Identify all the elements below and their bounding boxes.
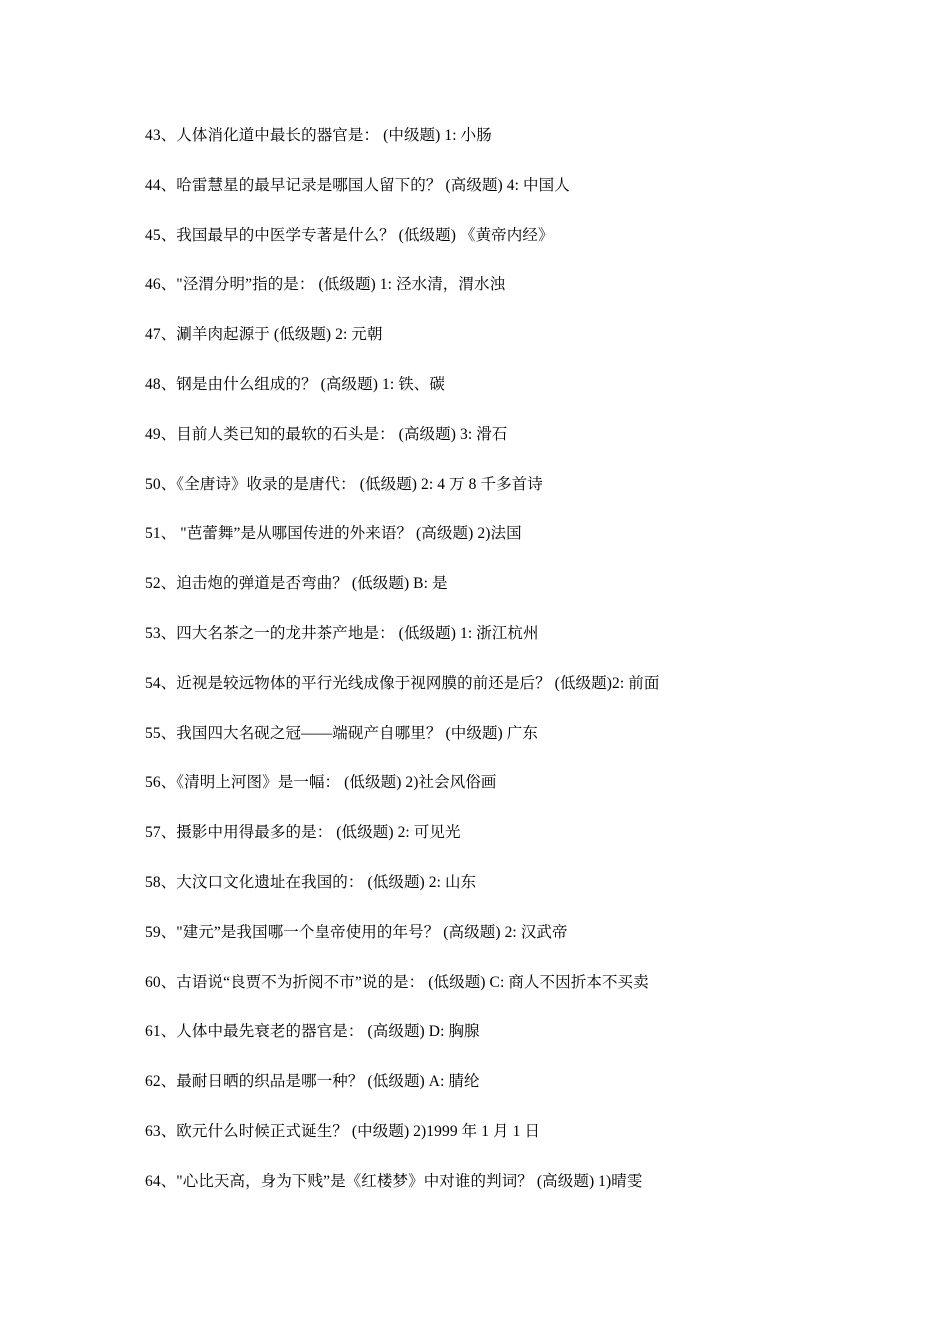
question-59: 59、"建元”是我国哪一个皇帝使用的年号？ (高级题) 2: 汉武帝 — [145, 923, 568, 941]
question-50: 50、《全唐诗》收录的是唐代： (低级题) 2: 4 万 8 千多首诗 — [145, 475, 543, 493]
question-45: 45、我国最早的中医学专著是什么？ (低级题) 《黄帝内经》 — [145, 226, 554, 244]
question-49: 49、目前人类已知的最软的石头是： (高级题) 3: 滑石 — [145, 425, 508, 443]
question-52: 52、迫击炮的弹道是否弯曲？ (低级题) B: 是 — [145, 575, 448, 593]
question-51: 51、 "芭蕾舞”是从哪国传进的外来语？ (高级题) 2)法国 — [145, 525, 522, 543]
question-43: 43、人体消化道中最长的器官是： (中级题) 1: 小肠 — [145, 127, 492, 144]
question-54: 54、近视是较远物体的平行光线成像于视网膜的前还是后？ (低级题)2: 前面 — [145, 674, 660, 692]
question-58: 58、大汶口文化遗址在我国的： (低级题) 2: 山东 — [145, 873, 477, 891]
question-57: 57、摄影中用得最多的是： (低级题) 2: 可见光 — [145, 824, 461, 842]
quiz-question-list — [145, 124, 659, 1220]
question-53: 53、四大名茶之一的龙井茶产地是： (低级题) 1: 浙江杭州 — [145, 624, 539, 642]
question-44: 44、哈雷慧星的最早记录是哪国人留下的？ (高级题) 4: 中国人 — [145, 176, 570, 194]
question-64: 64、"心比天高，身为下贱”是《红楼梦》中对谁的判词？ (高级题) 1)晴雯 — [145, 1172, 643, 1190]
question-55: 55、我国四大名砚之冠——端砚产自哪里？ (中级题) 广东 — [145, 724, 538, 742]
question-56: 56、《清明上河图》是一幅： (低级题) 2)社会风俗画 — [145, 774, 497, 792]
question-48: 48、钢是由什么组成的？ (高级题) 1: 铁、碳 — [145, 375, 446, 393]
question-61: 61、人体中最先衰老的器官是： (高级题) D: 胸腺 — [145, 1023, 480, 1041]
question-63: 63、欧元什么时候正式诞生？ (中级题) 2)1999 年 1 月 1 日 — [145, 1122, 541, 1140]
question-46: 46、"泾渭分明”指的是： (低级题) 1: 泾水清，渭水浊 — [145, 276, 506, 294]
question-47: 47、涮羊肉起源于 (低级题) 2: 元朝 — [145, 326, 383, 344]
question-60: 60、古语说“良贾不为折阅不市”说的是： (低级题) C: 商人不因折本不买卖 — [145, 973, 649, 991]
question-62: 62、最耐日晒的织品是哪一种？ (低级题) A: 腈纶 — [145, 1073, 480, 1091]
